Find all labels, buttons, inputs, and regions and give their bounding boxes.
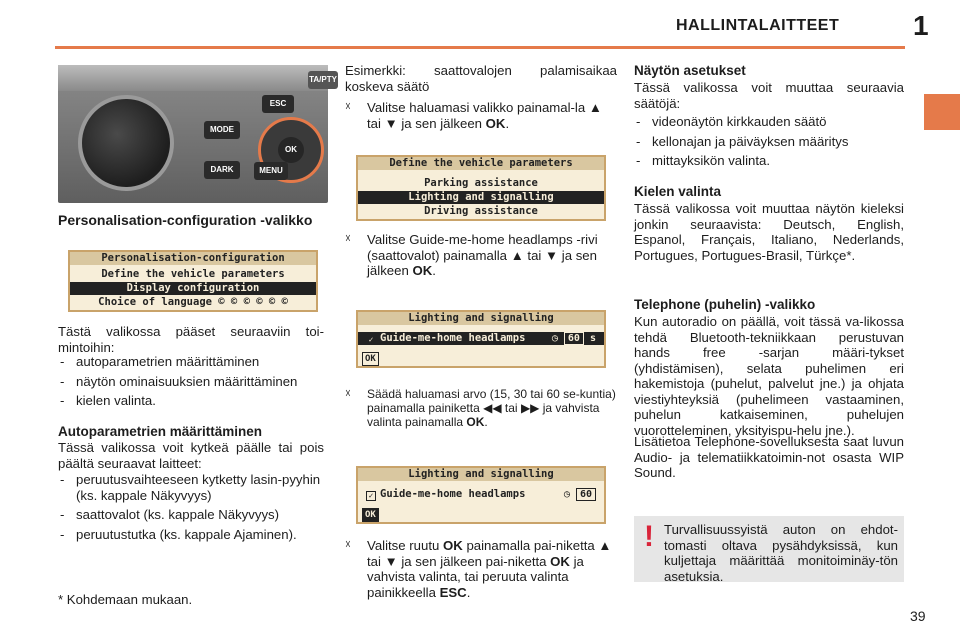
step-2 (345, 232, 617, 279)
display-text: Tässä valikossa voit muuttaa seuraavia säätöjä: (634, 80, 904, 111)
step-text: ja sen jälkeen pai-niketta (401, 553, 547, 569)
clock-icon: ◷ (563, 489, 570, 500)
screen-vehicle-params (356, 155, 606, 221)
down-arrow-icon: ▼ (384, 115, 398, 131)
ta-pty-key: TA/PTY (308, 71, 338, 89)
auto-list (58, 472, 326, 546)
step-1 (345, 100, 617, 131)
language-heading: Kielen valinta (634, 184, 722, 199)
step-text: . (484, 415, 488, 429)
screen-item-selected: ✓ Guide-me-home headlamps (358, 332, 604, 345)
screen-item: ✓ Guide-me-home headlamps (358, 488, 604, 501)
step-text: tai (527, 247, 542, 263)
footnote: * Kohdemaan mukaan. (58, 592, 193, 607)
step-text: . (432, 263, 436, 278)
ok-key: OK (278, 137, 304, 163)
step-text: Valitse Guide-me-home headlamps -rivi (saattovalot) painamalla (367, 232, 598, 263)
list-item: - näytön ominaisuuksien määrittäminen (58, 374, 326, 390)
screen-ok-box: OK (362, 508, 379, 522)
screen-item: Choice of language © © © © © © (98, 296, 288, 308)
screen-title: Lighting and signalling (358, 312, 604, 325)
clock-icon: ◷ (551, 333, 558, 344)
display-list (634, 114, 904, 173)
esc-key: ESC (262, 95, 294, 113)
esc-label: ESC (439, 584, 467, 600)
page-title: HALLINTALAITTEET (676, 17, 840, 34)
step-4 (345, 538, 617, 600)
step-text: Valitse ruutu (367, 538, 440, 553)
bullet-arrow-icon: ☓ (345, 539, 351, 551)
rewind-icon: ◀◀ (483, 401, 502, 415)
screen-title: Personalisation-configuration (70, 252, 316, 265)
screen-item-selected: Display configuration (70, 282, 316, 295)
auto-text: Tässä valikossa voit kytkeä päälle tai pois päältä seuraavat laitteet: (58, 440, 324, 471)
bullet-arrow-icon: ☓ (345, 233, 351, 245)
step-3 (345, 387, 617, 429)
bullet-arrow-icon: ☓ (345, 388, 351, 400)
ok-label: OK (412, 263, 433, 278)
step-text: tai (367, 115, 381, 131)
screen-ok-box: OK (362, 352, 379, 366)
step-text: . (505, 115, 510, 131)
fast-forward-icon: ▶▶ (520, 401, 540, 415)
section-title: Personalisation-configuration -valikko (58, 212, 313, 228)
mode-key: MODE (204, 121, 240, 139)
ok-label: OK (466, 415, 485, 429)
checkbox-icon: ✓ (366, 491, 376, 501)
step-text: . (466, 584, 471, 600)
down-arrow-icon: ▼ (545, 247, 559, 263)
telephone-heading: Telephone (puhelin) -valikko (634, 297, 816, 312)
step-text: tai (504, 401, 518, 415)
bullet-arrow-icon: ☓ (345, 101, 351, 113)
volume-knob (78, 95, 174, 191)
auto-heading: Autoparametrien määrittäminen (58, 424, 263, 439)
down-arrow-icon: ▼ (384, 553, 398, 569)
intro-text: Tästä valikossa pääset seuraaviin toi-mintoihin: (58, 324, 324, 355)
page-number: 39 (910, 608, 926, 624)
screen-item: Driving assistance (424, 205, 538, 217)
screen-personalisation (68, 250, 318, 312)
telephone-text: Kun autoradio on päällä, voit tässä va-likossa tehdä Bluetooth-tekniikkaan perustuvan hands free -sarjan määri-tykset (yhdistämisen), selata puhelimen eri hakemistoja (puhelut, palvelut jne.) ja ohjata viestiyhteyksiä (puhelimeen vastaaminen, puhelun katkaiseminen, puhelujen vuorotteleminen, yksityispu-helu jne.). (634, 314, 904, 438)
intro-list (58, 354, 326, 413)
list-item: - peruutusvaihteeseen kytketty lasin-pyyhin (ks. kappale Näkyvyys) (58, 472, 326, 503)
screen-item-selected: Lighting and signalling (358, 191, 604, 204)
up-arrow-icon: ▲ (588, 100, 602, 115)
list-item: - peruutustutka (ks. kappale Ajaminen). (58, 527, 326, 543)
screen-lighting-2 (356, 466, 606, 524)
dark-key: DARK (204, 161, 240, 179)
chapter-number: 1 (913, 10, 929, 41)
language-text: Tässä valikossa voit muuttaa näytön kieleksi jonkin seuraavista: Deutsch, English, Espanol, Français, Italiano, Nederlands, Portugues, Portugues-Brasil, Türkçe*. (634, 201, 904, 263)
chapter-tab (924, 94, 960, 130)
step-text: ja sen jälkeen (401, 115, 482, 131)
list-item: - saattovalot (ks. kappale Näkyvyys) (58, 507, 326, 523)
step-text: ja sen jälkeen (367, 247, 597, 278)
step-text: ja vahvista valinta painamalla (367, 401, 600, 429)
screen-value: ◷ 60 (564, 488, 596, 501)
warning-text: Turvallisuussyistä auton on ehdot-tomasti oltava pysähdyksissä, kun kuljettaja määrittää monitoiminäy-tön asetuksia. (664, 522, 898, 584)
ok-label: OK (485, 115, 506, 131)
checkbox-icon: ✓ (366, 335, 376, 345)
screen-item: Parking assistance (424, 177, 538, 189)
photo-top-bar (58, 65, 328, 91)
up-arrow-icon: ▲ (510, 247, 524, 263)
screen-value: ◷ 60 s (551, 333, 596, 344)
step-text: ja vahvista valinta, tai peruuta valinta painikkeella (367, 553, 584, 600)
list-item: - mittayksikön valinta. (634, 153, 904, 169)
up-arrow-icon: ▲ (598, 538, 612, 553)
step-text: painamalla pai-niketta (466, 538, 595, 553)
ok-label: OK (550, 553, 570, 569)
screen-lighting-1 (356, 310, 606, 368)
screen-title: Define the vehicle parameters (358, 157, 604, 170)
telephone-more-text: Lisätietoa Telephone-sovelluksesta saat luvun Audio- ja telematiikkatoimin-not osasta WIP Sound. (634, 434, 904, 480)
example-text: Esimerkki: saattovalojen palamisaikaa koskeva säätö (345, 63, 617, 94)
header-rule (55, 46, 905, 49)
list-item: - kielen valinta. (58, 393, 326, 409)
list-item: - videonäytön kirkkauden säätö (634, 114, 904, 130)
step-text: tai (367, 553, 381, 569)
display-heading: Näytön asetukset (634, 63, 746, 78)
list-item: - autoparametrien määrittäminen (58, 354, 326, 370)
screen-item: Define the vehicle parameters (101, 268, 285, 280)
control-panel-photo (58, 65, 337, 203)
step-text: Säädä haluamasi arvo (15, 30 tai 60 se-kuntia) painamalla painiketta (367, 387, 616, 415)
ok-label: OK (443, 538, 463, 553)
list-item: - kellonajan ja päiväyksen määritys (634, 134, 904, 150)
warning-box (634, 516, 904, 582)
screen-title: Lighting and signalling (358, 468, 604, 481)
menu-key: MENU (254, 162, 288, 180)
exclamation-icon: ! (644, 520, 654, 553)
step-text: Valitse haluamasi valikko painamal-la (367, 100, 586, 115)
